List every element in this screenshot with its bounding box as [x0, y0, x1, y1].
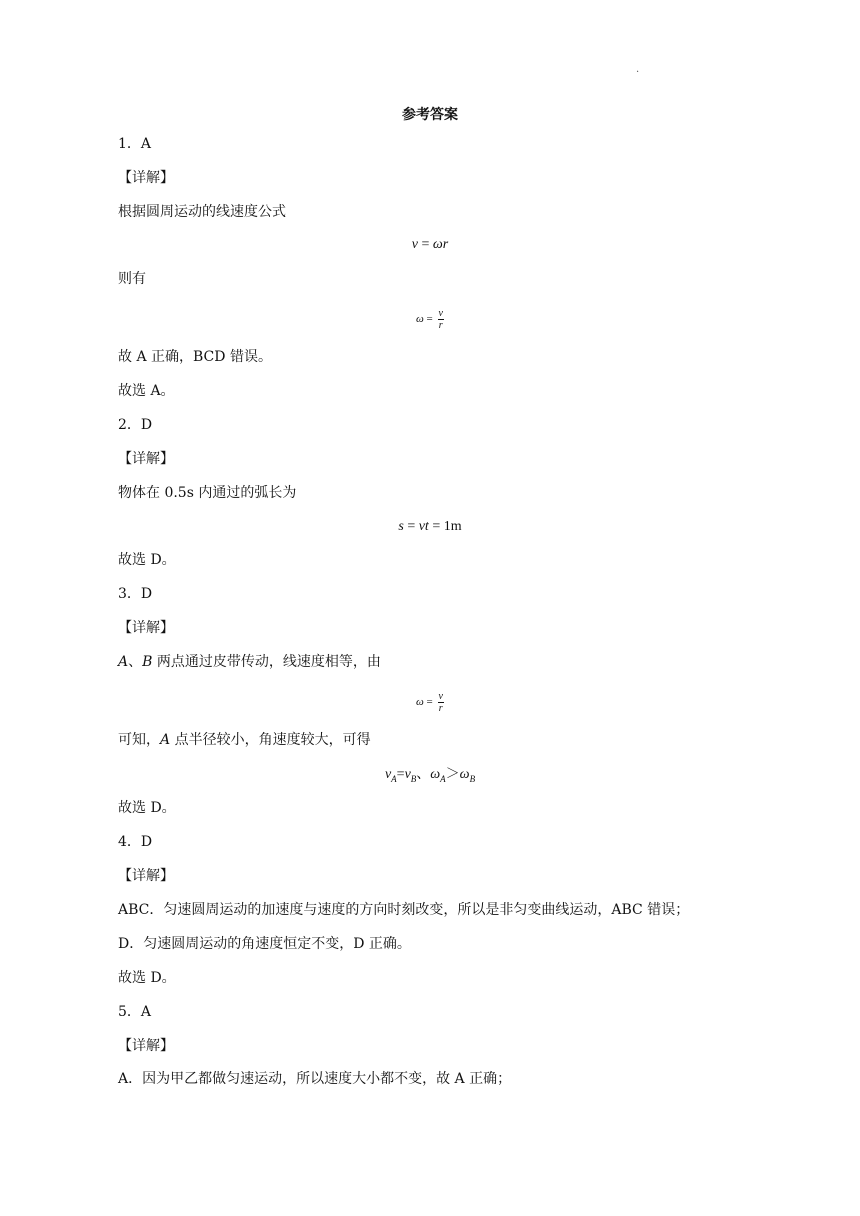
answer-3-equation-2 — [0, 765, 860, 789]
answer-3-text-3: 故选 D。 — [118, 800, 176, 816]
fraction-numerator: v — [438, 691, 443, 702]
answer-3-text-2 — [118, 730, 371, 750]
eq-omega-r: ωr — [432, 237, 449, 252]
answer-4-text-2: D．匀速圆周运动的角速度恒定不变，D 正确。 — [118, 936, 411, 952]
answer-1-text-2: 则有 — [118, 271, 146, 287]
answer-1-number: 1．A — [118, 136, 152, 152]
eq-equals: = — [396, 767, 405, 782]
answer-5-number: 5．A — [118, 1004, 152, 1020]
eq-v-b: $v_B$ — [404, 767, 417, 784]
answer-2-text-2: 故选 D。 — [118, 552, 176, 568]
header-dot: . — [636, 64, 640, 75]
point-a: A — [118, 654, 129, 670]
answer-1-equation-2 — [0, 308, 860, 331]
answer-3-text-1-rest: 两点通过皮带传动，线速度相等，由 — [152, 654, 381, 670]
fraction — [438, 308, 444, 331]
answer-5-text-1: A．因为甲乙都做匀速运动，所以速度大小都不变，故 A 正确； — [118, 1071, 512, 1087]
answer-3-equation-1 — [0, 691, 860, 714]
answer-3-text-1 — [118, 652, 381, 672]
fraction — [438, 691, 444, 714]
answer-1-text-3: 故 A 正确，BCD 错误。 — [118, 349, 272, 365]
eq-value: 1m — [443, 519, 462, 534]
eq-equals: = — [423, 313, 436, 326]
eq-vt: vt — [418, 519, 429, 534]
eq-omega-a: $\omega_A$ — [430, 767, 446, 784]
separator: 、 — [128, 654, 143, 670]
eq-omega-b: $\omega_B$ — [459, 767, 476, 784]
answer-2-text-1: 物体在 0.5s 内通过的弧长为 — [118, 485, 297, 501]
point-b: B — [142, 654, 153, 670]
answer-3-text-2-start: 可知， — [118, 732, 160, 748]
eq-equals: = — [403, 519, 419, 534]
answer-2-number: 2．D — [118, 417, 153, 433]
fraction-denominator: r — [438, 703, 443, 714]
answer-1-text-4: 故选 A。 — [118, 383, 175, 399]
eq-v: v — [411, 237, 418, 252]
answer-1-equation-1 — [0, 235, 860, 255]
eq-separator: 、 — [416, 767, 431, 782]
eq-omega: ω — [416, 696, 424, 709]
answer-4-detail-heading: 【详解】 — [118, 868, 174, 884]
eq-equals: = — [428, 519, 444, 534]
answer-4-number: 4．D — [118, 834, 153, 850]
answer-1-text-1: 根据圆周运动的线速度公式 — [118, 204, 286, 220]
eq-s: s — [398, 519, 404, 534]
fraction-numerator: v — [438, 308, 443, 319]
eq-omega: ω — [416, 313, 424, 326]
answer-2-detail-heading: 【详解】 — [118, 451, 174, 467]
eq-v-a: $v_A$ — [384, 767, 397, 784]
answer-3-number: 3．D — [118, 586, 153, 602]
fraction-denominator: r — [438, 320, 443, 331]
eq-equals: = — [423, 696, 436, 709]
page-title: 参考答案 — [402, 107, 458, 123]
answer-5-detail-heading: 【详解】 — [118, 1038, 174, 1054]
answer-4-text-1: ABC．匀速圆周运动的加速度与速度的方向时刻改变，所以是非匀变曲线运动，ABC 错误； — [118, 902, 690, 918]
answer-4-text-3: 故选 D。 — [118, 970, 176, 986]
answer-1-detail-heading: 【详解】 — [118, 170, 174, 186]
answer-3-detail-heading: 【详解】 — [118, 620, 174, 636]
answer-3-text-2-rest: 点半径较小，角速度较大，可得 — [170, 732, 371, 748]
point-a: A — [160, 732, 171, 748]
eq-equals: = — [417, 237, 433, 252]
answer-2-equation-1 — [0, 517, 860, 537]
eq-greater-than: ＞ — [445, 767, 460, 782]
